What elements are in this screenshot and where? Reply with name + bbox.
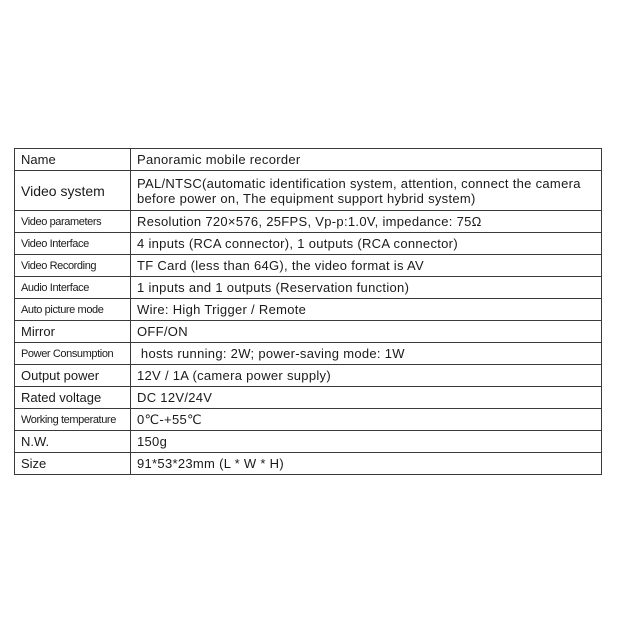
row-label: Name (15, 149, 131, 171)
row-label: Video Interface (15, 233, 131, 255)
row-value: OFF/ON (131, 321, 602, 343)
table-row (15, 299, 602, 321)
row-label: Video system (15, 171, 131, 211)
table-row (15, 233, 602, 255)
row-value: 150g (131, 431, 602, 453)
row-value: 1 inputs and 1 outputs (Reservation function) (131, 277, 602, 299)
table-row (15, 365, 602, 387)
row-label: N.W. (15, 431, 131, 453)
table-row (15, 343, 602, 365)
row-value: PAL/NTSC(automatic identification system, attention, connect the camera before power on, The equipment support hybrid system) (131, 171, 602, 211)
spec-table (14, 148, 602, 475)
table-row (15, 171, 602, 211)
table-row (15, 453, 602, 475)
row-label: Output power (15, 365, 131, 387)
row-value: 91*53*23mm (L * W * H) (131, 453, 602, 475)
row-label: Audio Interface (15, 277, 131, 299)
row-label: Video parameters (15, 211, 131, 233)
table-row (15, 211, 602, 233)
table-row (15, 255, 602, 277)
row-label: Working temperature (15, 409, 131, 431)
row-value: Wire: High Trigger / Remote (131, 299, 602, 321)
row-value: 12V / 1A (camera power supply) (131, 365, 602, 387)
row-label: Rated voltage (15, 387, 131, 409)
row-value: 4 inputs (RCA connector), 1 outputs (RCA connector) (131, 233, 602, 255)
row-label: Video Recording (15, 255, 131, 277)
row-value: TF Card (less than 64G), the video format is AV (131, 255, 602, 277)
row-value: Resolution 720×576, 25FPS, Vp-p:1.0V, impedance: 75Ω (131, 211, 602, 233)
table-row (15, 431, 602, 453)
row-label: Auto picture mode (15, 299, 131, 321)
row-value: hosts running: 2W; power-saving mode: 1W (131, 343, 602, 365)
row-value: Panoramic mobile recorder (131, 149, 602, 171)
table-row (15, 149, 602, 171)
table-row (15, 277, 602, 299)
row-value: 0℃-+55℃ (131, 409, 602, 431)
row-label: Mirror (15, 321, 131, 343)
row-label: Power Consumption (15, 343, 131, 365)
table-row (15, 409, 602, 431)
row-value: DC 12V/24V (131, 387, 602, 409)
table-row (15, 387, 602, 409)
row-label: Size (15, 453, 131, 475)
table-row (15, 321, 602, 343)
